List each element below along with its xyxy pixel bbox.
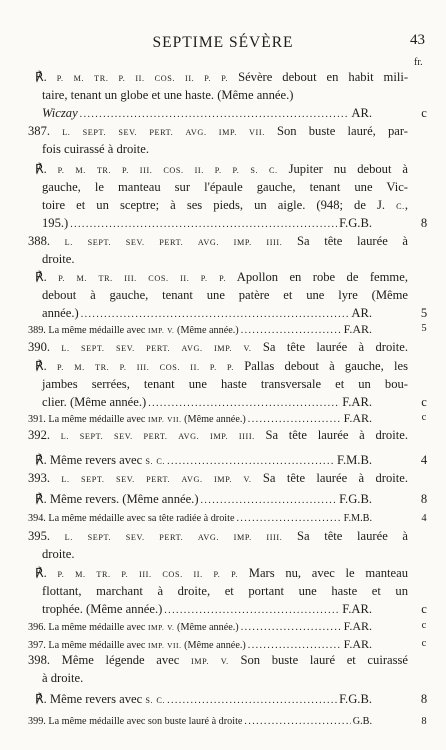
- obverse-entry: [28, 651, 408, 687]
- metal-code: F.AR.: [343, 637, 372, 651]
- rarity-value: 4: [420, 453, 428, 467]
- text-line: droite.: [42, 252, 75, 266]
- leader-line: [28, 214, 428, 232]
- text-line: ℟. P. M. TR. P. III. COS. II. P. P. Pallas debout à gauche, les: [35, 359, 408, 373]
- dot-leader: [167, 692, 337, 710]
- leader-line: [28, 451, 428, 469]
- rarity-value: 8: [420, 216, 428, 230]
- rarity-value: 4: [421, 513, 427, 524]
- text-line: toire et un sceptre; à ses pieds, un aigle. (948; de J. C.,: [42, 198, 408, 212]
- rarity-value: 8: [420, 692, 428, 706]
- dot-leader: [201, 492, 338, 510]
- reverse-entry: [28, 160, 428, 232]
- metal-code: AR.: [351, 306, 372, 320]
- obverse-entry: [28, 338, 408, 356]
- leader-line: [28, 600, 427, 618]
- rarity-value: 5: [420, 306, 428, 320]
- metal-code: F.AR.: [343, 322, 372, 336]
- text-line: ℟. P. M. TR. P. III. COS. II. P. P. Mars nu, avec le manteau: [35, 566, 409, 580]
- reverse-entry: [28, 68, 427, 122]
- leader-line: [28, 320, 427, 338]
- leader-line: [28, 690, 428, 708]
- metal-code: F.AR.: [343, 619, 372, 633]
- reverse-entry: [28, 357, 427, 411]
- text-line: debout à gauche, tenant une patère et une lyre (Même: [42, 288, 408, 302]
- text-line: à droite.: [42, 671, 84, 685]
- small-entry: [28, 510, 427, 528]
- metal-code: F.M.B.: [343, 513, 372, 524]
- reverse-entry: [28, 268, 428, 322]
- rarity-value: c: [421, 395, 427, 409]
- text-segment: 396. La même médaille avec IMP. V. (Même année.): [28, 622, 239, 633]
- leader-line: [28, 617, 427, 635]
- metal-code: F.G.B.: [339, 492, 372, 506]
- obverse-entry: [28, 527, 408, 563]
- obverse-entry: [28, 232, 408, 268]
- text-segment: 397. La même médaille avec IMP. VII. (Même année.): [28, 640, 246, 651]
- text-segment: ℟. Même revers avec S. C.: [35, 692, 166, 706]
- reverse-entry: [28, 451, 428, 469]
- metal-code: AR.: [351, 106, 372, 120]
- dot-leader: [236, 510, 341, 528]
- text-segment: ℟. Même revers. (Même année.): [35, 492, 199, 506]
- text-segment: clier. (Même année.): [42, 395, 147, 409]
- obverse-entry: [28, 122, 408, 158]
- text-line: 393. L. SEPT. SEV. PERT. AVG. IMP. V. Sa tête laurée à droite.: [28, 471, 408, 485]
- text-segment: 394. La même médaille avec sa tête radiée à droite: [28, 513, 235, 524]
- text-segment: 391. La même médaille avec IMP. VII. (Même année.): [28, 414, 246, 425]
- rarity-value: c: [421, 106, 427, 120]
- small-entry: [28, 617, 427, 635]
- rarity-value: c: [421, 602, 427, 616]
- small-entry: [28, 713, 427, 731]
- text-segment: trophée. (Même année.): [42, 602, 163, 616]
- rarity-value: c: [421, 620, 427, 631]
- rarity-value: c: [421, 638, 427, 649]
- metal-code: F.AR.: [343, 411, 372, 425]
- text-line: gauche, le manteau sur l'épaule gauche, tenant une Vic-: [42, 180, 408, 194]
- text-line: 395. L. SEPT. SEV. PERT. AVG. IMP. IIII. Sa tête laurée à: [28, 529, 409, 543]
- metal-code: F.G.B.: [339, 692, 372, 706]
- rarity-value: 5: [421, 323, 427, 334]
- metal-code: F.AR.: [342, 395, 372, 409]
- text-line: 388. L. SEPT. SEV. PERT. AVG. IMP. IIII. Sa tête laurée à: [28, 234, 409, 248]
- text-line: ℟. P. M. TR. P. III. COS. II. P. P. S. C. Jupiter nu debout à: [35, 162, 408, 176]
- text-line: 398. Même légende avec IMP. V. Son buste lauré et cuirassé: [28, 653, 408, 667]
- dot-leader: [244, 713, 350, 731]
- leader-line: [28, 409, 427, 427]
- citation: Wiczay: [42, 106, 78, 120]
- text-line: flottant, marchant à droite, et portant une haste et un: [42, 584, 408, 598]
- text-line: fois cuirassé à droite.: [42, 142, 150, 156]
- reverse-entry: [28, 564, 427, 618]
- small-entry: [28, 320, 427, 338]
- rarity-value: 8: [421, 716, 427, 727]
- text-line: ℟. P. M. TR. III. COS. II. P. P. Apollon en robe de femme,: [35, 270, 408, 284]
- metal-code: F.M.B.: [336, 453, 372, 467]
- obverse-entry: [28, 426, 408, 444]
- text-line: jambes serrées, tenant une haste transversale et un bou-: [42, 377, 408, 391]
- reverse-entry: [28, 690, 428, 708]
- small-entry: [28, 409, 427, 427]
- leader-line: [28, 490, 428, 508]
- running-head: SEPTIME SÉVÈRE: [152, 34, 294, 51]
- leader-line: [28, 104, 427, 122]
- leader-line: [28, 510, 427, 528]
- text-segment: 195.): [42, 216, 69, 230]
- page-number: 43: [410, 32, 425, 48]
- metal-code: F.G.B.: [339, 216, 372, 230]
- obverse-entry: [28, 469, 408, 487]
- metal-code: F.AR.: [342, 602, 372, 616]
- text-segment: 399. La même médaille avec son buste lauré à droite: [28, 716, 243, 727]
- currency-unit: fr.: [414, 57, 423, 68]
- text-segment: 389. La même médaille avec IMP. V. (Même année.): [28, 325, 239, 336]
- leader-line: [28, 713, 427, 731]
- text-segment: année.): [42, 306, 79, 320]
- text-line: 390. L. SEPT. SEV. PERT. AVG. IMP. V. Sa tête laurée à droite.: [28, 340, 408, 354]
- rarity-value: 8: [420, 492, 428, 506]
- text-line: ℟. P. M. TR. P. II. COS. II. P. P. Sévère debout en habit mili-: [35, 70, 409, 84]
- rarity-value: c: [421, 412, 427, 423]
- text-line: droite.: [42, 547, 75, 561]
- text-line: 392. L. SEPT. SEV. PERT. AVG. IMP. IIII. Sa tête laurée à droite.: [28, 428, 408, 442]
- text-segment: ℟. Même revers avec S. C.: [35, 453, 166, 467]
- text-line: 387. L. SEPT. SEV. PERT. AVG. IMP. VII. Son buste lauré, par-: [28, 124, 408, 138]
- metal-code: G.B.: [352, 716, 372, 727]
- text-line: taire, tenant un globe et une haste. (Même année.): [42, 88, 294, 102]
- reverse-entry: [28, 490, 428, 508]
